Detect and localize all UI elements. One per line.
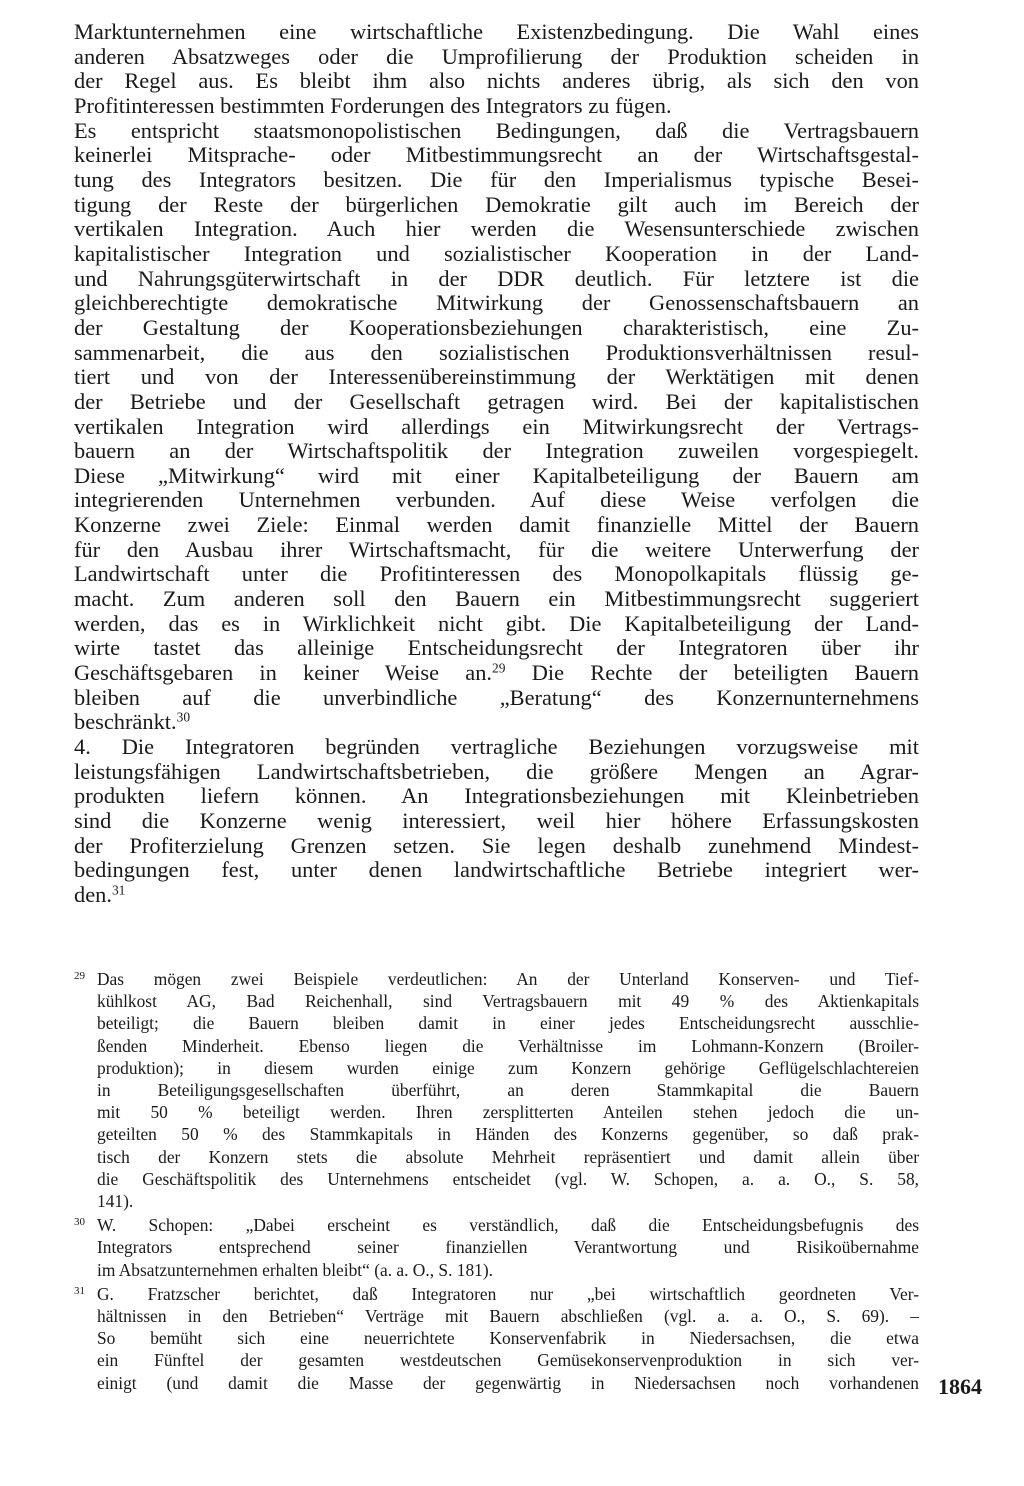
- footnote-line: produktion); in diesem wurden einige zum Konzern gehörige Geflügelschlachtereien: [97, 1057, 919, 1078]
- text-line: tung des Integrators besitzen. Die für den Imperialismus typische Besei-: [74, 166, 919, 192]
- paragraph-2: [74, 119, 919, 735]
- footnote-line: kühlkost AG, Bad Reichenhall, sind Vertragsbauern mit 49 % des Aktienkapitals: [97, 991, 919, 1012]
- text-line: leistungsfähigen Landwirtschaftsbetrieben, die größere Mengen an Agrar-: [74, 758, 919, 784]
- footnote-line: tisch der Konzern stets die absolute Mehrheit repräsentiert und damit allein über: [97, 1146, 919, 1167]
- footnote-line: 141).: [97, 1191, 134, 1212]
- text-line: Es entspricht staatsmonopolistischen Bedingungen, daß die Vertragsbauern: [74, 117, 919, 143]
- text-line: bauern an der Wirtschaftspolitik der Integration zuweilen vorgespiegelt.: [74, 438, 919, 464]
- footnote-line: im Absatzunternehmen erhalten bleibt“ (a. a. O., S. 181).: [97, 1259, 494, 1280]
- footnote-number: 31: [74, 1284, 85, 1297]
- footnotes: [74, 968, 919, 1396]
- text-line: Diese „Mitwirkung“ wird mit einer Kapitalbeteiligung der Bauern am: [74, 462, 919, 488]
- text-line: 4. Die Integratoren begründen vertragliche Beziehungen vorzugsweise mit: [74, 734, 919, 760]
- text-line: keinerlei Mitsprache- oder Mitbestimmungsrecht an der Wirtschaftsgestal-: [74, 142, 919, 168]
- text-line: sind die Konzerne wenig interessiert, weil hier höhere Erfassungskosten: [74, 808, 919, 833]
- footnote-line: So bemüht sich eine neuerrichtete Konservenfabrik in Niedersachsen, die etwa: [97, 1328, 919, 1349]
- text-line: der Regel aus. Es bleibt ihm also nichts anderes übrig, als sich den von: [74, 68, 919, 94]
- text-line: macht. Zum anderen soll den Bauern ein Mitbestimmungsrecht suggeriert: [74, 586, 919, 612]
- text-line: und Nahrungsgüterwirtschaft in der DDR deutlich. Für letztere ist die: [74, 265, 919, 291]
- footnote-line: W. Schopen: „Dabei erscheint es verständlich, daß die Entscheidungsbefugnis des: [97, 1215, 919, 1236]
- footnote-ref-30[interactable]: 30: [176, 709, 191, 725]
- text-line: [74, 883, 919, 908]
- footnote-31: [74, 1283, 919, 1394]
- text-line: Landwirtschaft unter die Profitinteressen des Monopolkapitals flüssig ge-: [74, 561, 919, 587]
- text-line: integrierenden Unternehmen verbunden. Auf diese Weise verfolgen die: [74, 487, 919, 513]
- page-number: 1864: [938, 1374, 982, 1399]
- text-segment: den.: [74, 881, 112, 907]
- text-line: [74, 710, 919, 735]
- text-line: werden, das es in Wirklichkeit nicht gibt. Die Kapitalbeteiligung der Land-: [74, 610, 919, 636]
- text-line: der Gestaltung der Kooperationsbeziehungen charakteristisch, eine Zu-: [74, 314, 919, 340]
- footnote-line: ein Fünftel der gesamten westdeutschen Gemüsekonservenproduktion in sich ver-: [97, 1350, 919, 1371]
- footnote-line: hältnissen in den Betrieben“ Verträge mit Bauern abschließen (vgl. a. a. O., S. 69). –: [97, 1306, 919, 1327]
- text-line: Profitinteressen bestimmten Forderungen des Integrators zu fügen.: [74, 92, 672, 118]
- text-line: tigung der Reste der bürgerlichen Demokratie gilt auch im Bereich der: [74, 191, 919, 217]
- footnote-number: 29: [74, 970, 85, 982]
- text-line: bedingungen fest, unter denen landwirtschaftliche Betriebe integriert wer-: [74, 857, 919, 883]
- text-line: anderen Absatzweges oder die Umprofilierung der Produktion scheiden in: [74, 43, 919, 69]
- footnote-number: 30: [74, 1216, 85, 1229]
- footnote-30: [74, 1214, 919, 1281]
- text-segment: Die Rechte der beteiligten Bauern: [505, 660, 919, 686]
- text-segment: Geschäftsgebaren in keiner Weise an.: [74, 660, 493, 686]
- paragraph-1: [74, 20, 919, 119]
- text-line: Konzerne zwei Ziele: Einmal werden damit finanzielle Mittel der Bauern: [74, 512, 919, 538]
- text-line: der Betriebe und der Gesellschaft getragen wird. Bei der kapitalistischen: [74, 388, 919, 414]
- footnote-line: in Beteiligungsgesellschaften überführt, an deren Stammkapital die Bauern: [97, 1080, 919, 1101]
- text-line: Marktunternehmen eine wirtschaftliche Existenzbedingung. Die Wahl eines: [74, 19, 919, 44]
- text-line: kapitalistischer Integration und sozialistischer Kooperation in der Land-: [74, 240, 919, 266]
- footnote-line: geteilten 50 % des Stammkapitals in Händen des Konzerns gegenüber, so daß prak-: [97, 1124, 919, 1145]
- footnote-line: Das mögen zwei Beispiele verdeutlichen: An der Unterland Konserven- und Tief-: [97, 969, 919, 989]
- text-line: wirte tastet das alleinige Entscheidungsrecht der Integratoren über ihr: [74, 635, 919, 661]
- text-line: vertikalen Integration wird allerdings ein Mitwirkungsrecht der Vertrags-: [74, 413, 919, 439]
- text-line: sammenarbeit, die aus den sozialistischen Produktionsverhältnissen resul-: [74, 339, 919, 365]
- paragraph-3: [74, 735, 919, 908]
- text-line: für den Ausbau ihrer Wirtschaftsmacht, für die weitere Unterwerfung der: [74, 536, 919, 562]
- footnote-line: ßenden Minderheit. Ebenso liegen die Verhältnisse im Lohmann-Konzern (Broiler-: [97, 1035, 919, 1056]
- footnote-ref-29[interactable]: 29: [492, 660, 506, 676]
- footnote-line: mit 50 % beteiligt werden. Ihren zersplitterten Anteilen stehen jedoch die un-: [97, 1102, 919, 1123]
- footnote-line: Integrators entsprechend seiner finanziellen Verantwortung und Risikoübernahme: [97, 1237, 919, 1258]
- text-line: vertikalen Integration. Auch hier werden die Wesensunterschiede zwischen: [74, 216, 919, 242]
- footnote-line: G. Fratzscher berichtet, daß Integratoren nur „bei wirtschaftlich geordneten Ver-: [97, 1283, 919, 1304]
- footnote-29: [74, 968, 919, 1212]
- main-text: [74, 20, 919, 908]
- text-line: gleichberechtigte demokratische Mitwirkung der Genossenschaftsbauern an: [74, 290, 919, 316]
- text-line: produkten liefern können. An Integrationsbeziehungen mit Kleinbetrieben: [74, 783, 919, 809]
- footnote-line: einigt (und damit die Masse der gegenwärtig in Niedersachsen noch vorhandenen: [97, 1372, 919, 1393]
- text-line: der Profiterzielung Grenzen setzen. Sie legen deshalb zunehmend Mindest-: [74, 832, 919, 858]
- text-line: [74, 661, 919, 686]
- footnote-line: beteiligt; die Bauern bleiben damit in einer jedes Entscheidungsrecht ausschlie-: [97, 1013, 919, 1034]
- text-line: bleiben auf die unverbindliche „Beratung“ des Konzernunternehmens: [74, 684, 919, 710]
- footnote-ref-31[interactable]: 31: [111, 882, 126, 898]
- text-segment: beschränkt.: [74, 709, 177, 735]
- footnote-line: die Geschäftspolitik des Unternehmens entscheidet (vgl. W. Schopen, a. a. O., S. 58,: [97, 1168, 919, 1189]
- text-line: tiert und von der Interessenübereinstimmung der Werktätigen mit denen: [74, 364, 919, 390]
